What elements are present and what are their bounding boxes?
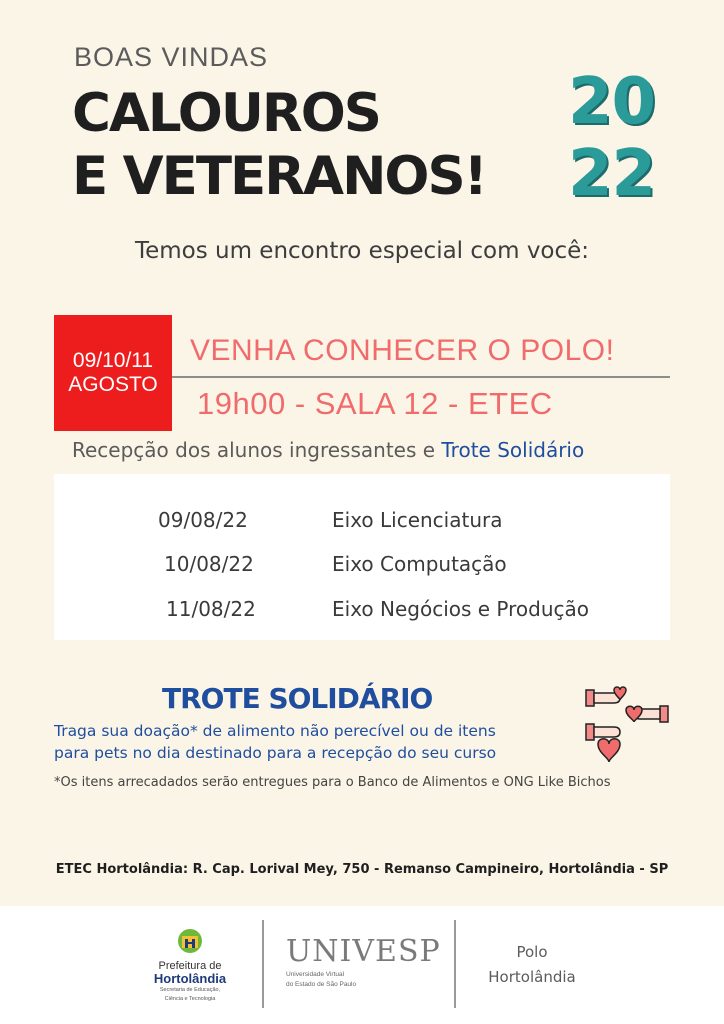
polo-line-2: Hortolândia — [488, 968, 576, 986]
schedule-date: 10/08/22 — [164, 552, 254, 576]
reception-label: Recepção dos alunos ingressantes e — [72, 438, 442, 462]
univesp-logo — [286, 934, 441, 989]
univesp-wordmark: UNIVESP — [286, 934, 441, 969]
intro-text: Temos um encontro especial com você: — [134, 238, 590, 264]
hands-with-hearts-icon — [584, 684, 670, 768]
prefeitura-sub-1: Secretaria de Educação, — [159, 987, 221, 993]
date-badge-month: AGOSTO — [68, 373, 158, 396]
schedule-eixo: Eixo Negócios e Produção — [332, 597, 590, 621]
year — [568, 66, 655, 210]
trote-body-line-2: para pets no dia destinado para a recepção do seu curso — [54, 744, 497, 762]
polo-line-1: Polo — [516, 943, 548, 961]
schedule-eixo: Eixo Computação — [332, 552, 507, 576]
trote-title: TROTE SOLIDÁRIO — [162, 682, 433, 715]
polo-label — [476, 940, 588, 990]
schedule-table — [54, 474, 670, 640]
schedule-date: 09/08/22 — [158, 508, 248, 532]
prefeitura-sub-2: Ciência e Tecnologia — [164, 996, 216, 1002]
univesp-sub-1: Universidade Virtual — [286, 971, 345, 978]
trote-body — [54, 720, 574, 764]
footnote: *Os itens arrecadados serão entregues para o Banco de Alimentos e ONG Like Bichos — [54, 775, 611, 790]
event-title: VENHA CONHECER O POLO! — [190, 334, 615, 367]
date-badge — [54, 315, 172, 431]
prefeitura-label: Prefeitura de — [158, 960, 222, 972]
footer — [0, 906, 724, 1024]
reception-highlight: Trote Solidário — [441, 438, 585, 462]
trote-body-line-1: Traga sua doação* de alimento não perecível ou de itens — [54, 722, 496, 740]
schedule-date: 11/08/22 — [166, 597, 256, 621]
headline-line-2: E VETERANOS! — [72, 146, 486, 207]
year-line-1: 20 — [568, 65, 656, 139]
prefeitura-name: Hortolândia — [153, 971, 227, 986]
headline-line-1: CALOUROS — [72, 83, 380, 144]
footer-divider — [262, 920, 264, 1008]
prefeitura-logo — [140, 928, 240, 1008]
univesp-sub-2: do Estado de São Paulo — [286, 981, 357, 988]
reception-text — [72, 438, 584, 462]
divider — [172, 376, 670, 378]
kicker-text: BOAS VINDAS — [74, 42, 269, 72]
year-line-2: 22 — [568, 137, 656, 211]
event-time-place: 19h00 - SALA 12 - ETEC — [197, 386, 553, 421]
address: ETEC Hortolândia: R. Cap. Lorival Mey, 750 - Remanso Campineiro, Hortolândia - SP — [55, 862, 669, 877]
headline — [72, 82, 486, 208]
footer-divider — [454, 920, 456, 1008]
schedule-eixo: Eixo Licenciatura — [332, 508, 503, 532]
date-badge-days: 09/10/11 — [72, 349, 154, 372]
hortolandia-emblem-icon — [176, 928, 204, 954]
